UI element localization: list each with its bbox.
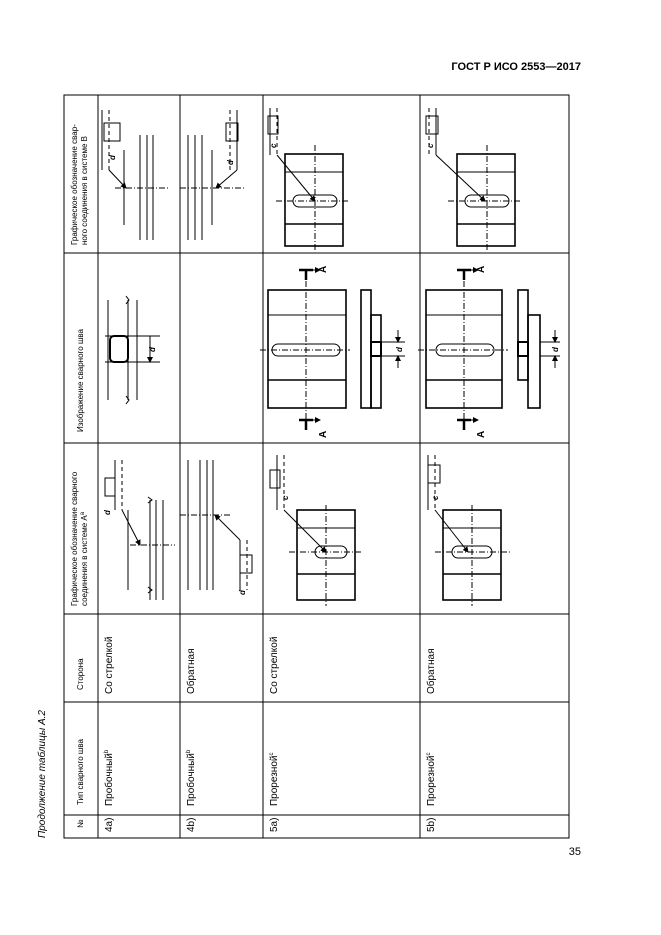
row-4b-symbol-b — [180, 110, 245, 240]
row-5a-section-top: A — [318, 265, 329, 273]
row-5b-image — [418, 270, 560, 430]
col-header-symbol-b-2: ного соединения в системе B — [80, 135, 89, 245]
row-5a-num: 5a) — [269, 817, 280, 832]
row-5a-image-dim: d — [395, 347, 404, 352]
row-5a-symbol-b — [268, 108, 350, 250]
row-5a-type: Прорезной$^c$ — [269, 752, 280, 806]
row-5b-side: Обратная — [426, 648, 437, 694]
row-4b-type: Пробочный$^b$ — [186, 749, 197, 806]
col-header-num: № — [76, 819, 85, 828]
page-number: 35 — [568, 846, 581, 858]
row-4a-symbol-b — [102, 110, 170, 240]
row-4b-num: 4b) — [186, 817, 197, 832]
col-header-symbol-b-1: Графическое обозначение свар- — [70, 124, 79, 245]
row-4b-dim-a: d — [238, 590, 247, 595]
col-header-symbol-a-2: соединения в системе $A^a$ — [80, 511, 89, 606]
row-5b-num: 5b) — [426, 817, 437, 832]
row-4b-symbol-a — [180, 460, 252, 590]
row-4b-side: Обратная — [186, 648, 197, 694]
col-header-symbol-a-1: Графическое обозначение сварного — [70, 471, 79, 606]
row-4a-image-dim: d — [148, 347, 157, 352]
row-4a-num: 4a) — [104, 817, 115, 832]
caption-text: Продолжение таблицы А.2 — [37, 710, 48, 838]
col-header-side: Сторона — [76, 658, 85, 690]
row-4a-side: Со стрелкой — [104, 636, 115, 694]
row-5b-symbol-b — [426, 108, 522, 250]
row-5b-dim-b: c — [426, 143, 435, 148]
row-5a-side: Со стрелкой — [269, 636, 280, 694]
col-header-image: Изображение сварного шва — [76, 329, 85, 432]
row-5b-section-bottom: A — [476, 430, 487, 438]
row-5a-dim-b: c — [269, 143, 278, 148]
col-header-type: Тип сварного шва — [76, 739, 85, 805]
row-5b-dim-a: c — [431, 495, 440, 500]
row-5a-image — [260, 270, 405, 430]
row-5b-type: Прорезной$^c$ — [426, 752, 437, 806]
row-4a-dim-b: d — [108, 155, 117, 160]
row-5a-section-bottom: A — [318, 430, 329, 438]
row-4a-dim-a: d — [103, 510, 112, 515]
row-5b-image-dim: d — [551, 347, 560, 352]
row-4a-symbol-a — [105, 460, 175, 600]
row-4b-dim-b: d — [226, 160, 235, 165]
standard-header: ГОСТ Р ИСО 2553—2017 — [451, 61, 581, 73]
row-5a-symbol-a — [270, 455, 363, 606]
row-5a-dim-a: c — [281, 495, 290, 500]
row-5b-section-top: A — [476, 265, 487, 273]
row-4a-type: Пробочный$^b$ — [104, 749, 115, 806]
row-5b-symbol-a — [428, 455, 510, 606]
